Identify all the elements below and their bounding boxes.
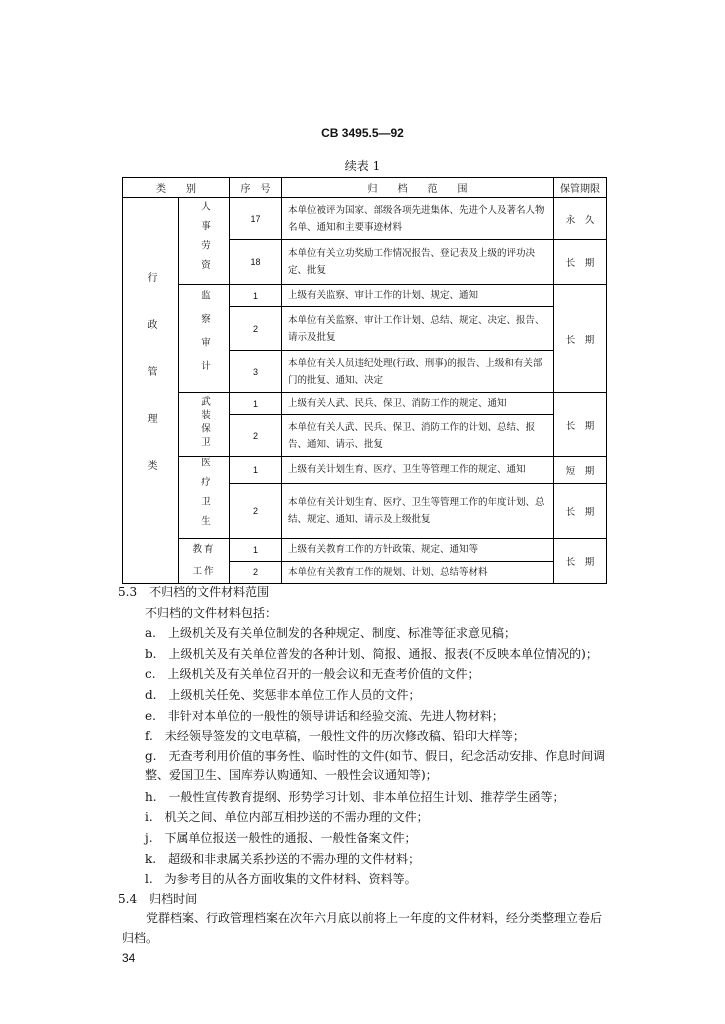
group-cell bbox=[179, 539, 230, 584]
table-row bbox=[123, 198, 607, 240]
table-row bbox=[123, 285, 607, 307]
scope-cell: 本单位被评为国家、部级各项先进集体、先进个人及著名人物名单、通知和主要事迹材料 bbox=[282, 198, 554, 240]
scope-cell: 本单位有关教育工作的规划、计划、总结等材料 bbox=[282, 561, 554, 584]
group-name: 人事劳资 bbox=[199, 200, 210, 279]
header-retention: 保管期限 bbox=[554, 178, 607, 198]
group-name: 教育工作 bbox=[192, 544, 216, 577]
archive-scope-table bbox=[122, 177, 607, 584]
scope-cell: 本单位有关人员违纪处理(行政、刑事)的报告、上级和有关部门的批复、通知、决定 bbox=[282, 351, 554, 393]
retention-cell: 长 期 bbox=[554, 285, 607, 393]
scope-cell: 上级有关计划生育、医疗、卫生等管理工作的规定、通知 bbox=[282, 457, 554, 484]
seq-cell: 1 bbox=[230, 393, 282, 415]
seq-cell: 1 bbox=[230, 457, 282, 484]
group-name: 武装保卫 bbox=[199, 396, 210, 450]
seq-cell: 3 bbox=[230, 351, 282, 393]
scope-cell: 上级有关人武、民兵、保卫、消防工作的规定、通知 bbox=[282, 393, 554, 415]
standard-number: CB 3495.5—92 bbox=[321, 126, 404, 140]
table-caption: 续表 1 bbox=[344, 159, 381, 173]
scope-cell: 本单位有关监察、审计工作计划、总结、规定、决定、报告、请示及批复 bbox=[282, 307, 554, 351]
retention-cell: 长 期 bbox=[554, 539, 607, 584]
list-item: h. 一般性宣传教育提纲、形势学习计划、非本单位招生计划、推荐学生函等； bbox=[145, 790, 565, 804]
list-item: i. 机关之间、单位内部互相抄送的不需办理的文件； bbox=[145, 810, 429, 824]
section-5-3-heading: 5.3 不归档的文件材料范围 bbox=[118, 585, 270, 599]
retention-cell: 长 期 bbox=[554, 483, 607, 538]
group-name: 监察审计 bbox=[199, 290, 210, 384]
seq-cell: 2 bbox=[230, 561, 282, 584]
table-row bbox=[123, 539, 607, 562]
list-item: l. 为参考目的从各方面收集的文件材料、资料等。 bbox=[145, 872, 417, 886]
scope-cell: 本单位有关人武、民兵、保卫、消防工作的计划、总结、报告、通知、请示、批复 bbox=[282, 415, 554, 457]
group-cell bbox=[179, 285, 230, 393]
section-5-3-intro: 不归档的文件材料包括： bbox=[145, 606, 278, 620]
list-item: k. 超级和非隶属关系抄送的不需办理的文件材料； bbox=[145, 852, 421, 866]
page-number: 34 bbox=[122, 951, 136, 965]
retention-cell: 长 期 bbox=[554, 393, 607, 457]
list-item: g. 无查考利用价值的事务性、临时性的文件(如节、假日，纪念活动安排、作息时间调整、爱国卫生、国库券认购通知、一般性会议通知等)； bbox=[145, 749, 606, 782]
list-item: e. 非针对本单位的一般性的领导讲话和经验交流、先进人物材料； bbox=[145, 709, 504, 723]
major-category-cell bbox=[123, 198, 179, 584]
seq-cell: 1 bbox=[230, 539, 282, 562]
scope-cell: 本单位有关计划生育、医疗、卫生等管理工作的年度计划、总结、规定、通知、请示及上级批复 bbox=[282, 483, 554, 538]
seq-cell: 2 bbox=[230, 483, 282, 538]
group-cell bbox=[179, 457, 230, 539]
section-5-4-text: 党群档案、行政管理档案在次年六月底以前将上一年度的文件材料，经分类整理立卷后归档。 bbox=[122, 911, 603, 945]
group-name: 医疗卫生 bbox=[199, 457, 210, 535]
header-seq: 序 号 bbox=[230, 178, 282, 198]
group-cell bbox=[179, 198, 230, 285]
retention-cell: 短 期 bbox=[554, 457, 607, 484]
table-row bbox=[123, 393, 607, 415]
list-item: c. 上级机关及有关单位召开的一般会议和无查考价值的文件； bbox=[145, 667, 480, 681]
scope-cell: 上级有关教育工作的方针政策、规定、通知等 bbox=[282, 539, 554, 562]
seq-cell: 2 bbox=[230, 415, 282, 457]
header-scope: 归 档 范 围 bbox=[282, 178, 554, 198]
scope-cell: 本单位有关立功奖励工作情况报告、登记表及上级的评功决定、批复 bbox=[282, 240, 554, 285]
table-header-row bbox=[123, 178, 607, 198]
seq-cell: 18 bbox=[230, 240, 282, 285]
scope-cell: 上级有关监察、审计工作的计划、规定、通知 bbox=[282, 285, 554, 307]
list-item-wrapped bbox=[145, 747, 607, 785]
group-cell bbox=[179, 393, 230, 457]
list-item: b. 上级机关及有关单位普发的各种计划、简报、通报、报表(不反映本单位情况的)； bbox=[145, 647, 598, 661]
seq-cell: 17 bbox=[230, 198, 282, 240]
retention-cell: 永 久 bbox=[554, 198, 607, 240]
major-category: 行政管理类 bbox=[145, 271, 156, 507]
retention-cell: 长 期 bbox=[554, 240, 607, 285]
table-row bbox=[123, 457, 607, 484]
list-item: f. 未经领导签发的文电草稿，一般性文件的历次修改稿、铅印大样等； bbox=[145, 729, 525, 743]
list-item: j. 下属单位报送一般性的通报、一般性备案文件； bbox=[145, 831, 417, 845]
list-item: a. 上级机关及有关单位制发的各种规定、制度、标准等征求意见稿； bbox=[145, 626, 516, 640]
list-item: d. 上级机关任免、奖惩非本单位工作人员的文件； bbox=[145, 688, 421, 702]
section-5-4-heading: 5.4 归档时间 bbox=[118, 892, 198, 906]
header-category: 类 别 bbox=[123, 178, 230, 198]
seq-cell: 2 bbox=[230, 307, 282, 351]
seq-cell: 1 bbox=[230, 285, 282, 307]
